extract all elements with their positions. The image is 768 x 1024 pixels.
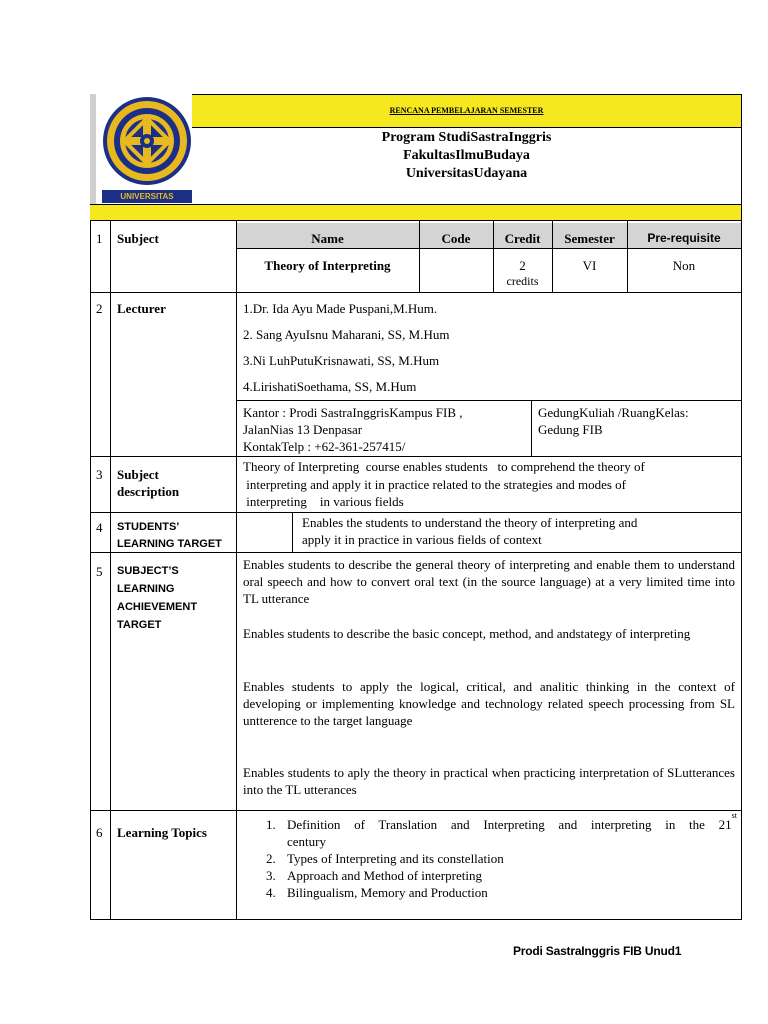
row-number: 5 [96, 564, 103, 579]
col-header-code: Code [441, 231, 471, 246]
row-number: 4 [96, 520, 103, 535]
row-label-learning-topics: Learning Topics [117, 825, 207, 840]
lecturer-item: 2. Sang AyuIsnu Maharani, SS, M.Hum [243, 327, 450, 342]
semester-value: VI [582, 258, 597, 273]
prerequisite-value: Non [672, 258, 696, 273]
classroom-info: GedungKuliah /RuangKelas: [538, 405, 689, 420]
program-name: Program StudiSastraInggris [381, 130, 552, 145]
faculty-name: FakultasIlmuBudaya [403, 148, 530, 163]
office-address: Kantor : Prodi SastraInggrisKampus FIB , [243, 405, 463, 420]
students-learning-target-text: apply it in practice in various fields of context [302, 532, 542, 547]
row-label-achievement-target: SUBJECT’S [117, 565, 179, 577]
row-label-subject: Subject [117, 231, 159, 246]
row-number: 3 [96, 467, 103, 482]
credit-value: 2 [519, 258, 526, 273]
header-bottom-bar [90, 204, 741, 220]
row-label-achievement-target: ACHIEVEMENT [117, 601, 198, 613]
subject-description-text: Theory of Interpreting course enables students to comprehend the theory of [243, 459, 645, 474]
row-number: 1 [96, 231, 103, 246]
row-label-students-learning-target: LEARNING TARGET [117, 538, 222, 550]
university-logo [100, 95, 194, 205]
lecturer-item: 4.LirishatiSoethama, SS, M.Hum [243, 379, 417, 394]
achievement-paragraph: Enables students to describe the general theory of interpreting and enable them to understand oral speech and how to convert oral text (in the source language) at a very limited time into TL utterance [243, 557, 735, 606]
col-header-name: Name [311, 231, 344, 246]
list-item: 1. Definition of Translation and Interpreting and interpreting in the 21 st century [266, 811, 737, 849]
lecturer-item: 1.Dr. Ida Ayu Made Puspani,M.Hum. [243, 301, 438, 316]
list-item: 4. Bilingualism, Memory and Production [266, 885, 488, 900]
row-label-subject-description: description [117, 484, 180, 499]
achievement-paragraph: Enables students to apply the logical, critical, and analitic thinking in the context of developing or implementing knowledge and technology related speech processing from SL untterence to the target language [243, 679, 735, 728]
row-label-achievement-target: TARGET [117, 619, 162, 631]
col-header-prerequisite: Pre-requisite [647, 231, 721, 245]
header-left-strip [90, 94, 96, 206]
office-phone: KontakTelp : +62-361-257415/ [243, 439, 406, 454]
subject-description-text: interpreting and apply it in practice related to the strategies and modes of [243, 477, 627, 492]
office-address: JalanNias 13 Denpasar [243, 422, 363, 437]
achievement-paragraph: Enables students to describe the basic concept, method, and andstategy of interpreting [243, 626, 691, 641]
list-item: 3. Approach and Method of interpreting [266, 868, 482, 883]
subject-description-text: interpreting in various fields [243, 494, 404, 509]
students-learning-target-text: Enables the students to understand the theory of interpreting and [302, 515, 638, 530]
row-number: 6 [96, 825, 103, 840]
rps-title: RENCANA PEMBELAJARAN SEMESTER [389, 106, 544, 115]
col-header-semester: Semester [564, 231, 615, 246]
list-item: 2. Types of Interpreting and its constellation [266, 851, 504, 866]
learning-topics-list [243, 811, 737, 901]
lecturer-item: 3.Ni LuhPutuKrisnawati, SS, M.Hum [243, 353, 440, 368]
row-label-subject-description: Subject [117, 467, 159, 482]
achievement-paragraph: Enables students to aply the theory in practical when practicing interpretation of SLutterances into the TL utterances [243, 765, 735, 797]
row-label-students-learning-target: STUDENTS’ [117, 521, 180, 533]
subject-name: Theory of Interpreting [264, 258, 391, 273]
page-footer: Prodi SastraInggris FIB Unud1 [513, 944, 682, 958]
logo-text: UNIVERSITAS [120, 192, 174, 201]
row-label-achievement-target: LEARNING [117, 583, 175, 595]
row-label-lecturer: Lecturer [117, 301, 166, 316]
credit-unit: credits [506, 274, 539, 288]
university-name: UniversitasUdayana [405, 166, 528, 181]
classroom-info: Gedung FIB [538, 422, 603, 437]
row-number: 2 [96, 301, 103, 316]
col-header-credit: Credit [504, 231, 541, 246]
